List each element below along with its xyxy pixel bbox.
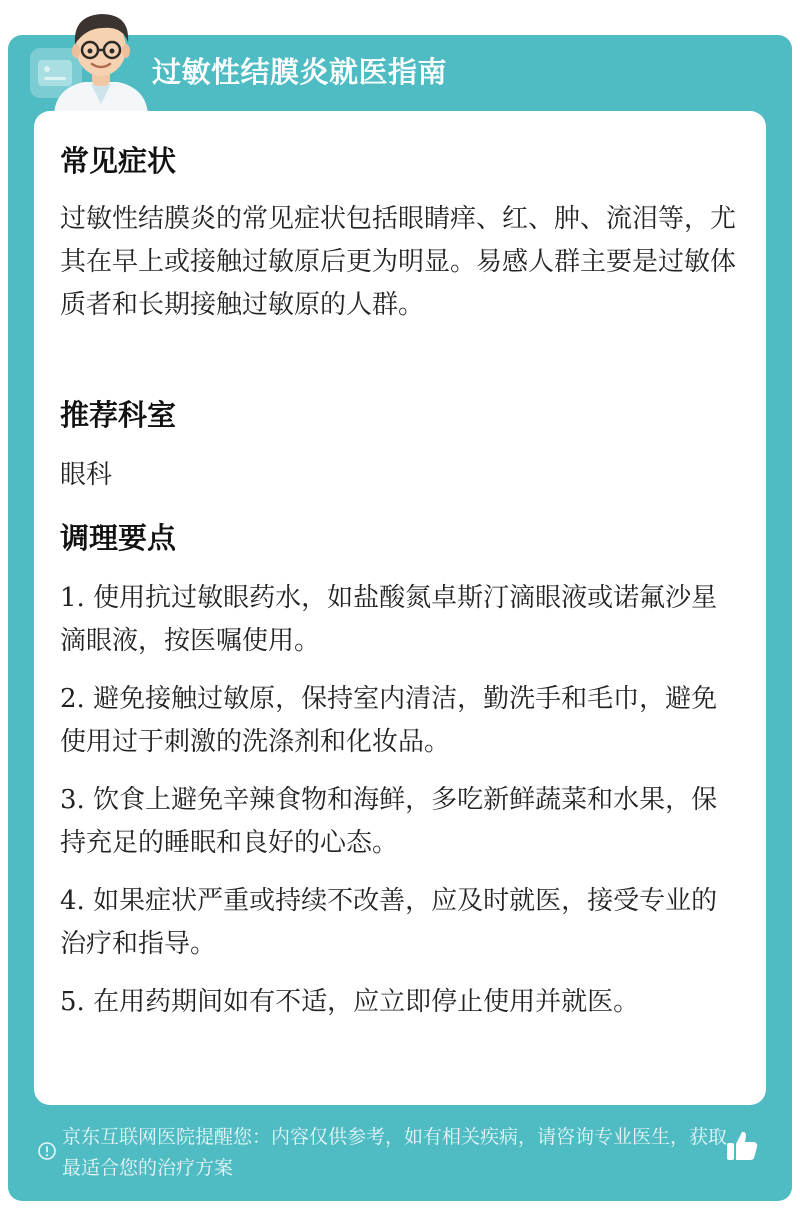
section-title-care: 调理要点 bbox=[60, 521, 177, 555]
care-item: 3. 饮食上避免辛辣食物和海鲜，多吃新鲜蔬菜和水果，保持充足的睡眠和良好的心态。 bbox=[60, 785, 718, 858]
care-item: 1. 使用抗过敏眼药水，如盐酸氮卓斯汀滴眼液或诺氟沙星滴眼液，按医嘱使用。 bbox=[60, 583, 718, 656]
page-title: 过敏性结膜炎就医指南 bbox=[152, 55, 448, 89]
symptoms-text: 过敏性结膜炎的常见症状包括眼睛痒、红、肿、流泪等，尤其在早上或接触过敏原后更为明显。易感人群主要是过敏体质者和长期接触过敏原的人群。 bbox=[60, 204, 737, 320]
section-title-symptoms: 常见症状 bbox=[60, 144, 177, 178]
disclaimer-text: 京东互联网医院提醒您：内容仅供参考，如有相关疾病，请咨询专业医生，获取最适合您的治疗方案 bbox=[62, 1126, 728, 1179]
info-icon bbox=[37, 1141, 57, 1161]
care-item: 5. 在用药期间如有不适，应立即停止使用并就医。 bbox=[60, 987, 640, 1017]
doctor-avatar bbox=[46, 6, 156, 114]
content-card bbox=[34, 111, 766, 1105]
department-text: 眼科 bbox=[60, 460, 113, 490]
care-item: 2. 避免接触过敏原，保持室内清洁，勤洗手和毛巾，避免使用过于刺激的洗涤剂和化妆品。 bbox=[60, 684, 718, 757]
thumbs-up-icon[interactable] bbox=[724, 1128, 760, 1164]
section-title-department: 推荐科室 bbox=[60, 398, 177, 432]
care-item: 4. 如果症状严重或持续不改善，应及时就医，接受专业的治疗和指导。 bbox=[60, 886, 718, 959]
